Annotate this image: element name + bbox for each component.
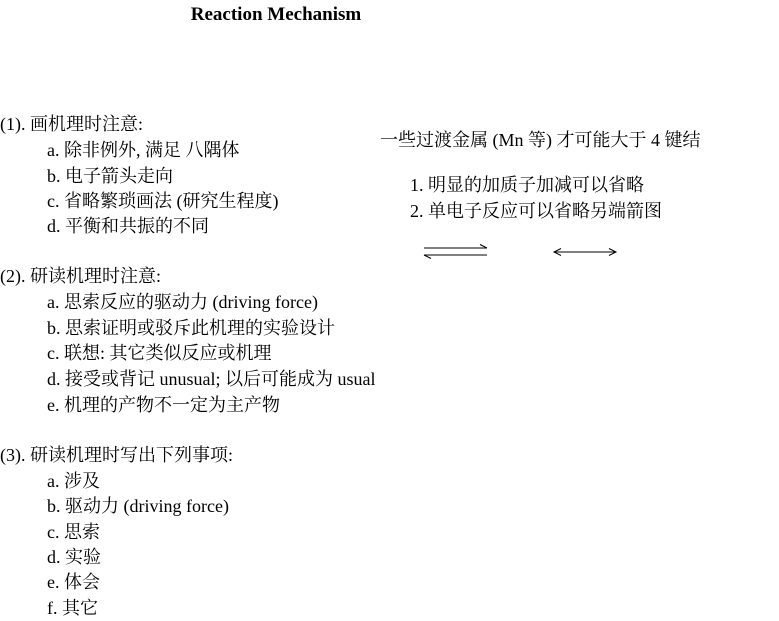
section-2-item-b: b. 思索证明或驳斥此机理的实验设计: [47, 318, 335, 338]
resonance-arrow-icon: [554, 249, 616, 256]
section-3-item-e: e. 体会: [47, 572, 100, 592]
transition-metal-note: 一些过渡金属 (Mn 等) 才可能大于 4 键结: [380, 130, 701, 150]
section-2-item-e: e. 机理的产物不一定为主产物: [47, 395, 280, 415]
page-title: Reaction Mechanism: [190, 4, 362, 25]
section-3-item-b: b. 驱动力 (driving force): [47, 496, 229, 516]
section-1-heading: (1). 画机理时注意:: [0, 114, 143, 134]
section-3-item-f: f. 其它: [47, 598, 98, 618]
section-1-item-b: b. 电子箭头走向: [47, 166, 173, 186]
section-2-item-d: d. 接受或背记 unusual; 以后可能成为 usual: [47, 369, 376, 389]
section-2-item-a: a. 思索反应的驱动力 (driving force): [47, 292, 318, 312]
section-2-item-c: c. 联想: 其它类似反应或机理: [47, 343, 272, 363]
equilibrium-arrows-icon: [424, 245, 487, 259]
section-3-item-d: d. 实验: [47, 547, 101, 567]
section-3-item-c: c. 思索: [47, 522, 100, 542]
section-3-heading: (3). 研读机理时写出下列事项:: [0, 445, 233, 465]
arrow-symbols: [420, 242, 630, 262]
section-1-item-a: a. 除非例外, 满足 八隅体: [47, 140, 240, 160]
note-item-2: 2. 单电子反应可以省略另端箭图: [410, 201, 662, 221]
section-1-item-c: c. 省略繁琐画法 (研究生程度): [47, 191, 279, 211]
note-item-1: 1. 明显的加质子加减可以省略: [410, 175, 644, 195]
section-2-heading: (2). 研读机理时注意:: [0, 266, 161, 286]
section-3-item-a: a. 涉及: [47, 471, 100, 491]
section-1-item-d: d. 平衡和共振的不同: [47, 216, 209, 236]
